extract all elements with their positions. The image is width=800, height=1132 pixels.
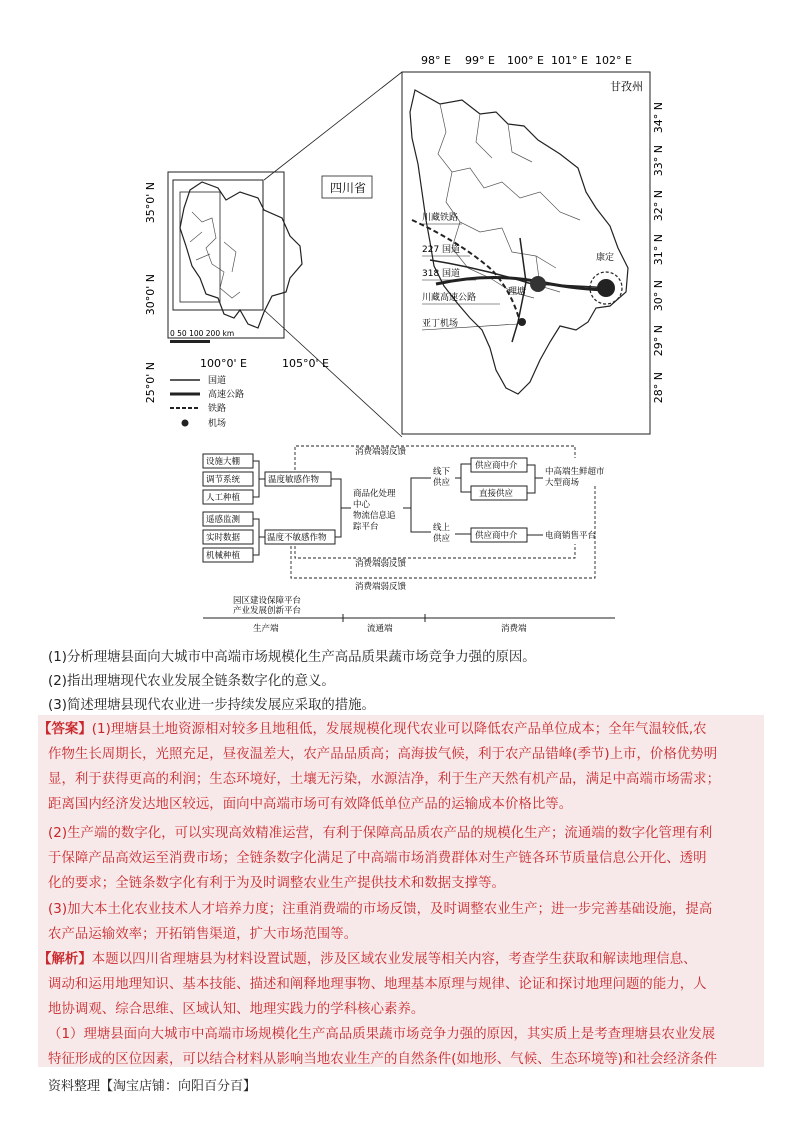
- flow-ecommerce: 电商销售平台: [545, 531, 597, 541]
- answer-line-3: 距离国内经济发达地区较远，面向中高端市场可有效降低单位产品的运输成本价格比等。: [48, 797, 573, 812]
- flow-left-3: 遥感监测: [206, 515, 241, 525]
- lon-bottom-1: 105°0' E: [282, 357, 329, 370]
- flow-market-0: 中高端生鲜超市: [545, 467, 605, 477]
- answer-line-0: 【答案】(1)理塘县土地资源相对较多且地租低，发展规模化现代农业可以降低农产品单位成本；全年气温较低,农: [38, 722, 707, 737]
- province-label: 四川省: [330, 181, 367, 195]
- flow-feedback-top: 消费端弱反馈: [355, 447, 407, 457]
- legend-airport: 机场: [208, 419, 227, 429]
- kangding-label: 康定: [596, 253, 615, 263]
- lat-right-3: 31° N: [652, 234, 665, 266]
- litang-marker: [530, 276, 546, 292]
- legend-road: 国道: [208, 376, 227, 386]
- footer-source: 资料整理【淘宝店铺：向阳百分百】: [48, 1079, 257, 1094]
- flow-online-1: 供应: [433, 534, 451, 544]
- callout-227: 227 国道: [422, 245, 461, 255]
- lat-right-2: 32° N: [652, 190, 665, 222]
- flow-offline-0: 线下: [433, 467, 451, 477]
- flow-left-5: 机械种植: [206, 551, 241, 561]
- flow-feedback-bottom: 消费端弱反馈: [355, 582, 407, 592]
- answer-line-4: (2)生产端的数字化，可以实现高效精准运营，有利于保障高品质农产品的规模化生产；流通端的数字化管理有利: [48, 826, 713, 841]
- analysis-line-1: 调动和运用地理知识、基本技能、描述和阐释地理事物、地理基本原理与规律、论证和探讨地理问题的能力，人: [48, 977, 707, 992]
- answer-line-7: (3)加大本土化农业技术人才培养力度；注重消费端的市场反馈，及时调整农业生产；进一步完善基础设施，提高: [48, 902, 713, 917]
- lat-right-6: 28° N: [652, 372, 665, 404]
- lat-left-1: 30°0' N: [144, 274, 157, 316]
- flow-stage-circulation: 流通端: [367, 624, 393, 634]
- scale-label: 0 50 100 200 km: [170, 329, 235, 338]
- flow-stage-consumption: 消费端: [501, 624, 527, 634]
- lon-bottom-0: 100°0' E: [200, 357, 247, 370]
- callout-318: 318 国道: [422, 269, 461, 279]
- answer-line-5: 于保障产品高效运至消费市场；全链条数字化满足了中高端市场消费群体对生产链各环节质量信息公开化、透明: [48, 851, 707, 866]
- lat-right-5: 29° N: [652, 325, 665, 357]
- flow-center-0: 商品化处理: [353, 489, 396, 499]
- flow-feedback-mid: 消费端弱反馈: [355, 559, 407, 569]
- flow-offline-1: 供应: [433, 478, 451, 488]
- lon-top-0: 98° E: [421, 54, 451, 67]
- litang-label: 理塘: [508, 287, 527, 297]
- flow-supplier-2: 供应商中介: [475, 531, 518, 541]
- flow-center-1: 中心: [353, 500, 371, 510]
- analysis-tag: 【解析】: [38, 952, 92, 967]
- lon-top-4: 102° E: [595, 54, 632, 67]
- answer-line-1: 作物生长周期长，光照充足，昼夜温差大，农产品品质高；高海拔气候，利于农产品错峰(季节)上市，价格优势明: [48, 747, 718, 762]
- flow-supplier-1: 供应商中介: [475, 461, 518, 471]
- legend-highway: 高速公路: [208, 390, 245, 400]
- answer-line-8: 农产品运输效率；开拓销售渠道，扩大市场范围等。: [48, 927, 358, 942]
- flow-direct: 直接供应: [479, 489, 514, 499]
- flow-center-2: 物流信息追: [353, 511, 396, 521]
- analysis-line-3: （1）理塘县面向大城市中高端市场规模化生产高品质果蔬市场竞争力强的原因，其实质上是考查理塘县农业发展: [48, 1027, 716, 1042]
- analysis-line-2: 地协调观、综合思维、区域认知、地理实践力的学科核心素养。: [48, 1002, 425, 1017]
- legend-rail: 铁路: [208, 404, 227, 414]
- answer-line-6: 化的要求；全链条数字化有利于为及时调整农业生产提供技术和数据支撑等。: [48, 876, 505, 891]
- lat-right-1: 33° N: [652, 145, 665, 177]
- ganzi-outline: [410, 90, 628, 394]
- flow-left-1: 调节系统: [206, 475, 241, 485]
- question-3: (3)简述理塘县现代农业进一步持续发展应采取的措施。: [48, 698, 375, 713]
- lon-top-1: 99° E: [465, 54, 495, 67]
- flow-left-2: 人工种植: [206, 493, 241, 503]
- analysis-line-0: 【解析】本题以四川省理塘县为材料设置试题，涉及区域农业发展等相关内容，考查学生获取和解读地理信息、: [38, 952, 697, 967]
- analysis-line-4: 特征形成的区位因素，可以结合材料从影响当地农业生产的自然条件(如地形、气候、生态环境等)和社会经济条件: [48, 1052, 718, 1067]
- callout-rail: 川藏铁路: [422, 213, 459, 223]
- answer-tag: 【答案】: [38, 722, 92, 737]
- flow-center-3: 踪平台: [353, 522, 379, 532]
- flow-left-0: 设施大棚: [206, 457, 241, 467]
- province-frame: [168, 172, 284, 338]
- flow-platform-0: 园区建设保障平台: [233, 596, 302, 606]
- callout-highway: 川藏高速公路: [422, 293, 477, 303]
- kangding-marker: [597, 279, 615, 297]
- lat-left-0: 35°0' N: [144, 182, 157, 224]
- flow-left-4: 实时数据: [206, 533, 241, 543]
- flow-online-0: 线上: [433, 523, 451, 533]
- lon-top-2: 100° E: [507, 54, 544, 67]
- answer-line-2: 显，利于获得更高的利润；生态环境好，土壤无污染，水源洁净，利于生产天然有机产品，满足中高端市场需求；: [48, 772, 721, 787]
- map-figure: [140, 42, 685, 442]
- lat-left-2: 25°0' N: [144, 362, 157, 404]
- callout-airport: 亚丁机场: [422, 319, 459, 329]
- question-1: (1)分析理塘县面向大城市中高端市场规模化生产高品质果蔬市场竞争力强的原因。: [48, 650, 536, 665]
- lon-top-3: 101° E: [551, 54, 588, 67]
- prefecture-label: 甘孜州: [610, 80, 643, 93]
- lat-right-4: 30° N: [652, 280, 665, 312]
- flow-market-1: 大型商场: [545, 478, 580, 488]
- lat-right-0: 34° N: [652, 102, 665, 134]
- airport-marker: [518, 318, 526, 326]
- flow-diagram: [195, 440, 620, 635]
- flow-sensitive: 温度敏感作物: [268, 475, 320, 485]
- flow-platform-1: 产业发展创新平台: [233, 606, 302, 616]
- flow-insensitive: 温度不敏感作物: [267, 533, 327, 543]
- flow-stage-production: 生产端: [253, 624, 279, 634]
- question-2: (2)指出理塘现代农业发展全链条数字化的意义。: [48, 674, 335, 689]
